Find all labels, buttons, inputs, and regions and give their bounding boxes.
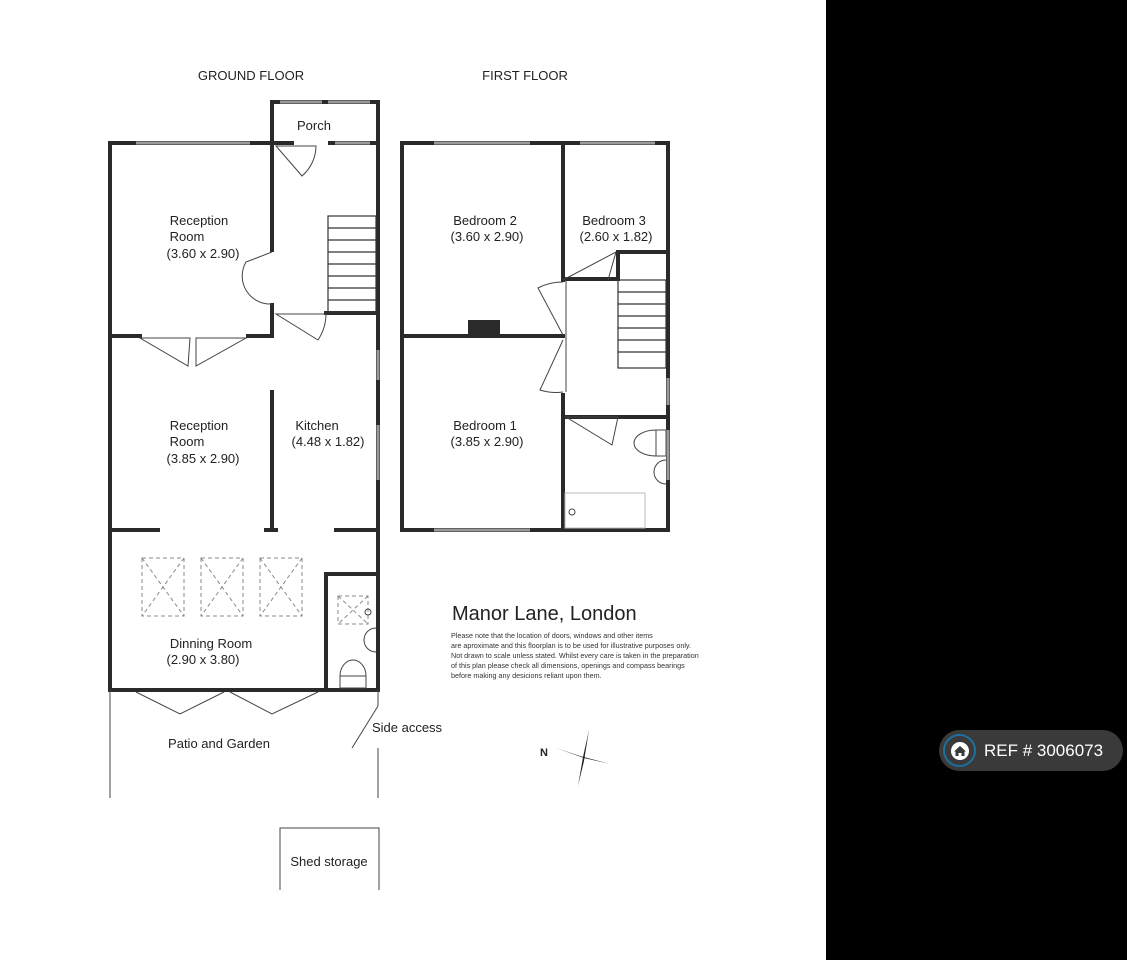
reception-front-label-1: Reception	[169, 213, 229, 228]
property-name: Manor Lane, London	[452, 603, 637, 625]
bathroom-fixtures	[565, 430, 666, 528]
disclaimer-line: are aproximate and this floorplan is to be used for illustrative purposes only.	[451, 641, 691, 650]
bedroom2-label: Bedroom 2	[453, 213, 517, 228]
reference-text: REF # 3006073	[984, 740, 1104, 760]
wc-fixtures	[338, 596, 376, 688]
reference-badge	[939, 730, 1123, 771]
reception-back-label-1: Reception	[169, 418, 229, 433]
disclaimer	[451, 631, 699, 680]
ground-stairs	[328, 216, 376, 312]
reception-front-dims: (3.60 x 2.90)	[166, 246, 240, 261]
bedroom3-label: Bedroom 3	[582, 213, 646, 228]
first-floor-title: FIRST FLOOR	[482, 68, 568, 83]
kitchen-label: Kitchen	[295, 418, 339, 433]
dining-label: Dinning Room	[169, 636, 253, 651]
disclaimer-line: of this plan please check all dimensions, openings and compass bearings	[451, 661, 685, 670]
side-access-label: Side access	[371, 720, 443, 735]
compass-icon	[540, 730, 610, 786]
first-stairs	[618, 280, 666, 368]
first-floor-plan	[402, 143, 668, 530]
bedroom1-label: Bedroom 1	[453, 418, 517, 433]
skylights	[142, 558, 302, 616]
disclaimer-line: Please note that the location of doors, windows and other items	[451, 631, 653, 640]
bedroom1-dims: (3.85 x 2.90)	[450, 434, 524, 449]
ground-floor-plan	[110, 102, 379, 890]
shed-label: Shed storage	[290, 854, 368, 869]
porch-label: Porch	[297, 118, 331, 133]
ground-floor-title: GROUND FLOOR	[197, 68, 305, 83]
disclaimer-line: Not drawn to scale unless stated. Whilst every care is taken in the preparation	[451, 651, 699, 660]
reception-front-label-2: Room	[169, 229, 205, 244]
home-icon	[943, 734, 976, 767]
bedroom2-dims: (3.60 x 2.90)	[450, 229, 524, 244]
bedroom3-dims: (2.60 x 1.82)	[579, 229, 653, 244]
patio-label: Patio and Garden	[168, 736, 270, 751]
dining-dims: (2.90 x 3.80)	[166, 652, 240, 667]
reception-back-label-2: Room	[169, 434, 205, 449]
reception-back-dims: (3.85 x 2.90)	[166, 451, 240, 466]
compass-north-label: N	[540, 747, 548, 759]
kitchen-dims: (4.48 x 1.82)	[291, 434, 365, 449]
disclaimer-line: before making any desicions reliant upon them.	[451, 671, 602, 680]
